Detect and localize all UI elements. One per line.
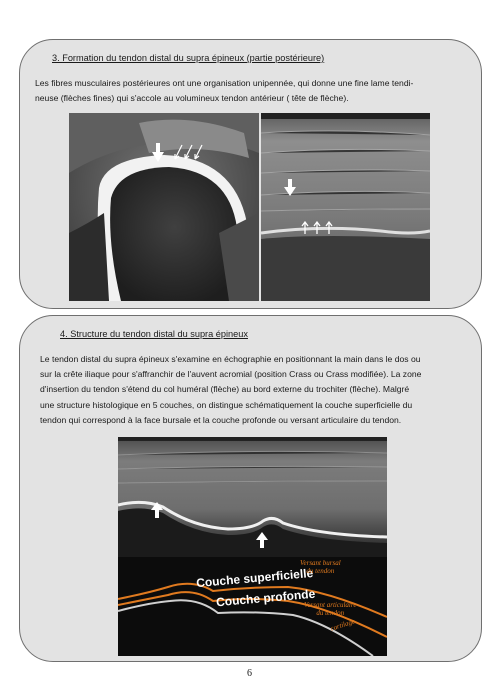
ultrasound-image-posterior	[261, 113, 430, 301]
tendon-layers-diagram	[118, 557, 387, 656]
versant-articulaire-label: Versant articulaire du tendon	[304, 601, 357, 617]
paragraph-line: sur la crête iliaque pour s'affranchir de l'auvent acromial (position Crass ou Crass modifiée). La zone	[40, 369, 422, 380]
arrowhead-icon	[151, 143, 165, 163]
couche-profonde-label: Couche profonde	[215, 586, 316, 610]
arrow-up-icon	[255, 532, 269, 548]
cartilage-label: cartilage	[329, 617, 356, 633]
section-4-paragraph	[40, 352, 470, 428]
section-3-paragraph	[35, 76, 465, 106]
section-3-heading: 3. Formation du tendon distal du supra épineux (partie postérieure)	[52, 53, 325, 63]
thin-arrows-icon	[172, 143, 206, 163]
paragraph-line: tendon qui correspond à la face bursale et la couche profonde ou versant articulaire du tendon.	[40, 414, 402, 425]
section-4-heading: 4. Structure du tendon distal du supra épineux	[60, 329, 248, 339]
paragraph-line: une structure histologique en 5 couches, on distingue schématiquement la couche superficielle du	[40, 399, 413, 410]
paragraph-line: Les fibres musculaires postérieures ont une organisation unipennée, qui donne une fine lame tendi-	[35, 78, 414, 88]
mri-image	[69, 113, 259, 301]
thin-arrows-icon	[301, 221, 333, 235]
versant-bursal-label: Versant bursal du tendon	[300, 559, 341, 575]
paragraph-line: Le tendon distal du supra épineux s'examine en échographie en positionnant la main dans le dos ou	[40, 354, 421, 364]
page-number: 6	[247, 668, 252, 679]
arrow-up-icon	[150, 502, 164, 518]
ultrasound-image-insertion	[118, 437, 387, 557]
paragraph-line: d'insertion du tendon s'étend du col huméral (flèche) au bord externe du trochiter (flèche). Malgré	[40, 384, 410, 395]
arrowhead-icon	[283, 179, 297, 197]
couche-superficielle-label: Couche superficielle	[195, 565, 314, 591]
paragraph-line: neuse (flèches fines) qui s'accole au volumineux tendon antérieur ( tête de flèche).	[35, 93, 349, 104]
